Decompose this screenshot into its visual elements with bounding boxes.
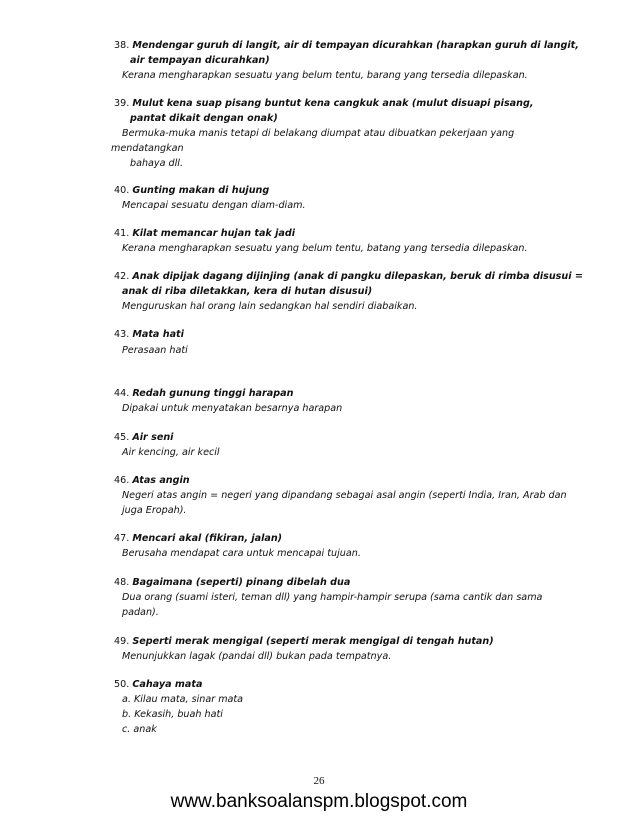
entry-description-cont: padan).	[122, 607, 159, 618]
entry-heading: Mendengar guruh di langit, air di tempayan dicurahkan (harapkan guruh di langit,	[132, 40, 579, 51]
entry-heading-cont: pantat dikait dengan onak)	[130, 113, 278, 124]
entry-heading: Mulut kena suap pisang buntut kena cangkuk anak (mulut disuapi pisang,	[132, 98, 534, 109]
entry-description: Air kencing, air kecil	[122, 447, 220, 458]
entry-description: Negeri atas angin = negeri yang dipandang sebagai asal angin (seperti India, Iran, Arab dan	[122, 490, 567, 501]
entry-heading: Mata hati	[132, 329, 184, 340]
footer-url[interactable]: www.banksoalanspm.blogspot.com	[170, 791, 468, 812]
entry-number: 48.	[114, 577, 130, 588]
entry-number: 46.	[114, 475, 130, 486]
entry-heading: Kilat memancar hujan tak jadi	[132, 228, 296, 239]
entry-number: 39.	[114, 98, 130, 109]
page-number: 26	[313, 775, 325, 787]
entry-number: 47.	[114, 533, 130, 544]
entry-description-cont: juga Eropah).	[122, 505, 187, 516]
entry-heading: Mencari akal (fikiran, jalan)	[132, 533, 283, 544]
entry-number: 44.	[114, 388, 130, 399]
entry-description: Kerana mengharapkan sesuatu yang belum tentu, barang yang tersedia dilepaskan.	[122, 70, 528, 81]
entry-heading: Cahaya mata	[132, 679, 203, 690]
entry-number: 42.	[114, 271, 130, 282]
entry-heading: Seperti merak mengigal (seperti merak mengigal di tengah hutan)	[132, 636, 494, 647]
entry-number: 43.	[114, 329, 130, 340]
entry-heading-cont: anak di riba diletakkan, kera di hutan disusui)	[122, 286, 373, 297]
entry-heading: Air seni	[132, 432, 174, 443]
entry-description-cont: bahaya dll.	[130, 158, 184, 169]
entry-description: Berusaha mendapat cara untuk mencapai tujuan.	[122, 548, 361, 559]
entry-description: Mencapai sesuatu dengan diam-diam.	[122, 200, 306, 211]
entry-number: 49.	[114, 636, 130, 647]
entry-description: Menunjukkan lagak (pandai dll) bukan pada tempatnya.	[122, 651, 392, 662]
entry-description: Perasaan hati	[122, 345, 188, 356]
entry-heading-cont: air tempayan dicurahkan)	[130, 55, 270, 66]
entry-heading: Anak dipijak dagang dijinjing (anak di pangku dilepaskan, beruk di rimba disusui =	[132, 271, 583, 282]
entry-description: Kerana mengharapkan sesuatu yang belum tentu, batang yang tersedia dilepaskan.	[122, 243, 528, 254]
entry-number: 45.	[114, 432, 130, 443]
entry-description: Menguruskan hal orang lain sedangkan hal sendiri diabaikan.	[122, 301, 418, 312]
entry-heading: Gunting makan di hujung	[132, 185, 270, 196]
entry-heading: Bagaimana (seperti) pinang dibelah dua	[132, 577, 351, 588]
entry-description-cont: mendatangkan	[111, 143, 184, 154]
entry-number: 41.	[114, 228, 130, 239]
entry-number: 40.	[114, 185, 130, 196]
entry-description: Dua orang (suami isteri, teman dll) yang hampir-hampir serupa (sama cantik dan sama	[122, 592, 543, 603]
entry-heading: Atas angin	[132, 475, 190, 486]
entry-number: 38.	[114, 40, 130, 51]
entry-description: Bermuka-muka manis tetapi di belakang diumpat atau dibuatkan pekerjaan yang	[122, 128, 515, 139]
entry-description-cont: b. Kekasih, buah hati	[122, 709, 223, 720]
entry-description-cont: c. anak	[122, 724, 157, 735]
entry-number: 50.	[114, 679, 130, 690]
entry-heading: Redah gunung tinggi harapan	[132, 388, 294, 399]
entry-description: a. Kilau mata, sinar mata	[122, 694, 244, 705]
entry-description: Dipakai untuk menyatakan besarnya harapan	[122, 403, 343, 414]
